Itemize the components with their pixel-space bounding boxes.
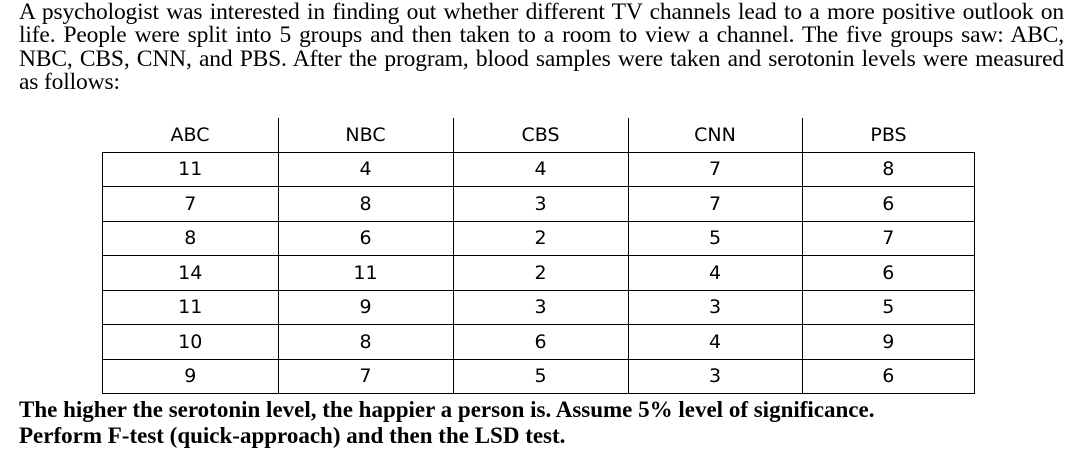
table-cell: 7 xyxy=(628,187,802,222)
table-cell: 4 xyxy=(453,152,628,187)
table-cell: 7 xyxy=(628,152,802,187)
table-cell: 8 xyxy=(278,325,453,360)
table-cell: 3 xyxy=(453,290,628,325)
table-cell: 4 xyxy=(628,256,802,291)
table-cell: 14 xyxy=(103,256,279,291)
table-row xyxy=(103,325,975,360)
table-row xyxy=(103,187,975,222)
table-row xyxy=(103,221,975,256)
table-cell: 8 xyxy=(103,221,279,256)
table-cell: 6 xyxy=(802,359,975,394)
table-row xyxy=(103,359,975,394)
table-row xyxy=(103,152,975,187)
instructions-line-1: The higher the serotonin level, the happier a person is. Assume 5% level of significance. xyxy=(19,397,875,422)
table-cell: 11 xyxy=(103,152,279,187)
table-cell: 6 xyxy=(278,221,453,256)
table-cell: 2 xyxy=(453,256,628,291)
table-cell: 5 xyxy=(802,290,975,325)
column-header-cbs: CBS xyxy=(453,118,628,152)
table-cell: 5 xyxy=(628,221,802,256)
column-header-cnn: CNN xyxy=(628,118,802,152)
table-cell: 11 xyxy=(278,256,453,291)
table-cell: 8 xyxy=(278,187,453,222)
table-cell: 6 xyxy=(453,325,628,360)
table-cell: 4 xyxy=(628,325,802,360)
table-cell: 6 xyxy=(802,187,975,222)
table-cell: 3 xyxy=(628,290,802,325)
table-cell: 9 xyxy=(103,359,279,394)
table-cell: 3 xyxy=(628,359,802,394)
table-cell: 10 xyxy=(103,325,279,360)
table-header-row xyxy=(103,118,975,152)
column-header-pbs: PBS xyxy=(802,118,975,152)
table-row xyxy=(103,256,975,291)
table-cell: 9 xyxy=(278,290,453,325)
table-cell: 4 xyxy=(278,152,453,187)
instructions-text xyxy=(19,397,1059,448)
table-cell: 8 xyxy=(802,152,975,187)
table-cell: 7 xyxy=(802,221,975,256)
column-header-nbc: NBC xyxy=(278,118,453,152)
table-cell: 7 xyxy=(278,359,453,394)
column-header-abc: ABC xyxy=(103,118,279,152)
table-row xyxy=(103,290,975,325)
problem-intro-text: A psychologist was interested in finding out whether different TV channels lead to a more positive outlook on life. People were split into 5 groups and then taken to a room to view a channel. The five groups saw: ABC, NBC, CBS, CNN, and PBS. After the program, blood samples were taken and serotonin levels were measured as follows: xyxy=(19,0,1064,96)
serotonin-data-table xyxy=(102,118,975,394)
table-cell: 5 xyxy=(453,359,628,394)
table-cell: 2 xyxy=(453,221,628,256)
table-cell: 11 xyxy=(103,290,279,325)
table-cell: 6 xyxy=(802,256,975,291)
table-cell: 9 xyxy=(802,325,975,360)
table-cell: 7 xyxy=(103,187,279,222)
table-cell: 3 xyxy=(453,187,628,222)
instructions-line-2: Perform F-test (quick-approach) and then the LSD test. xyxy=(19,422,566,448)
